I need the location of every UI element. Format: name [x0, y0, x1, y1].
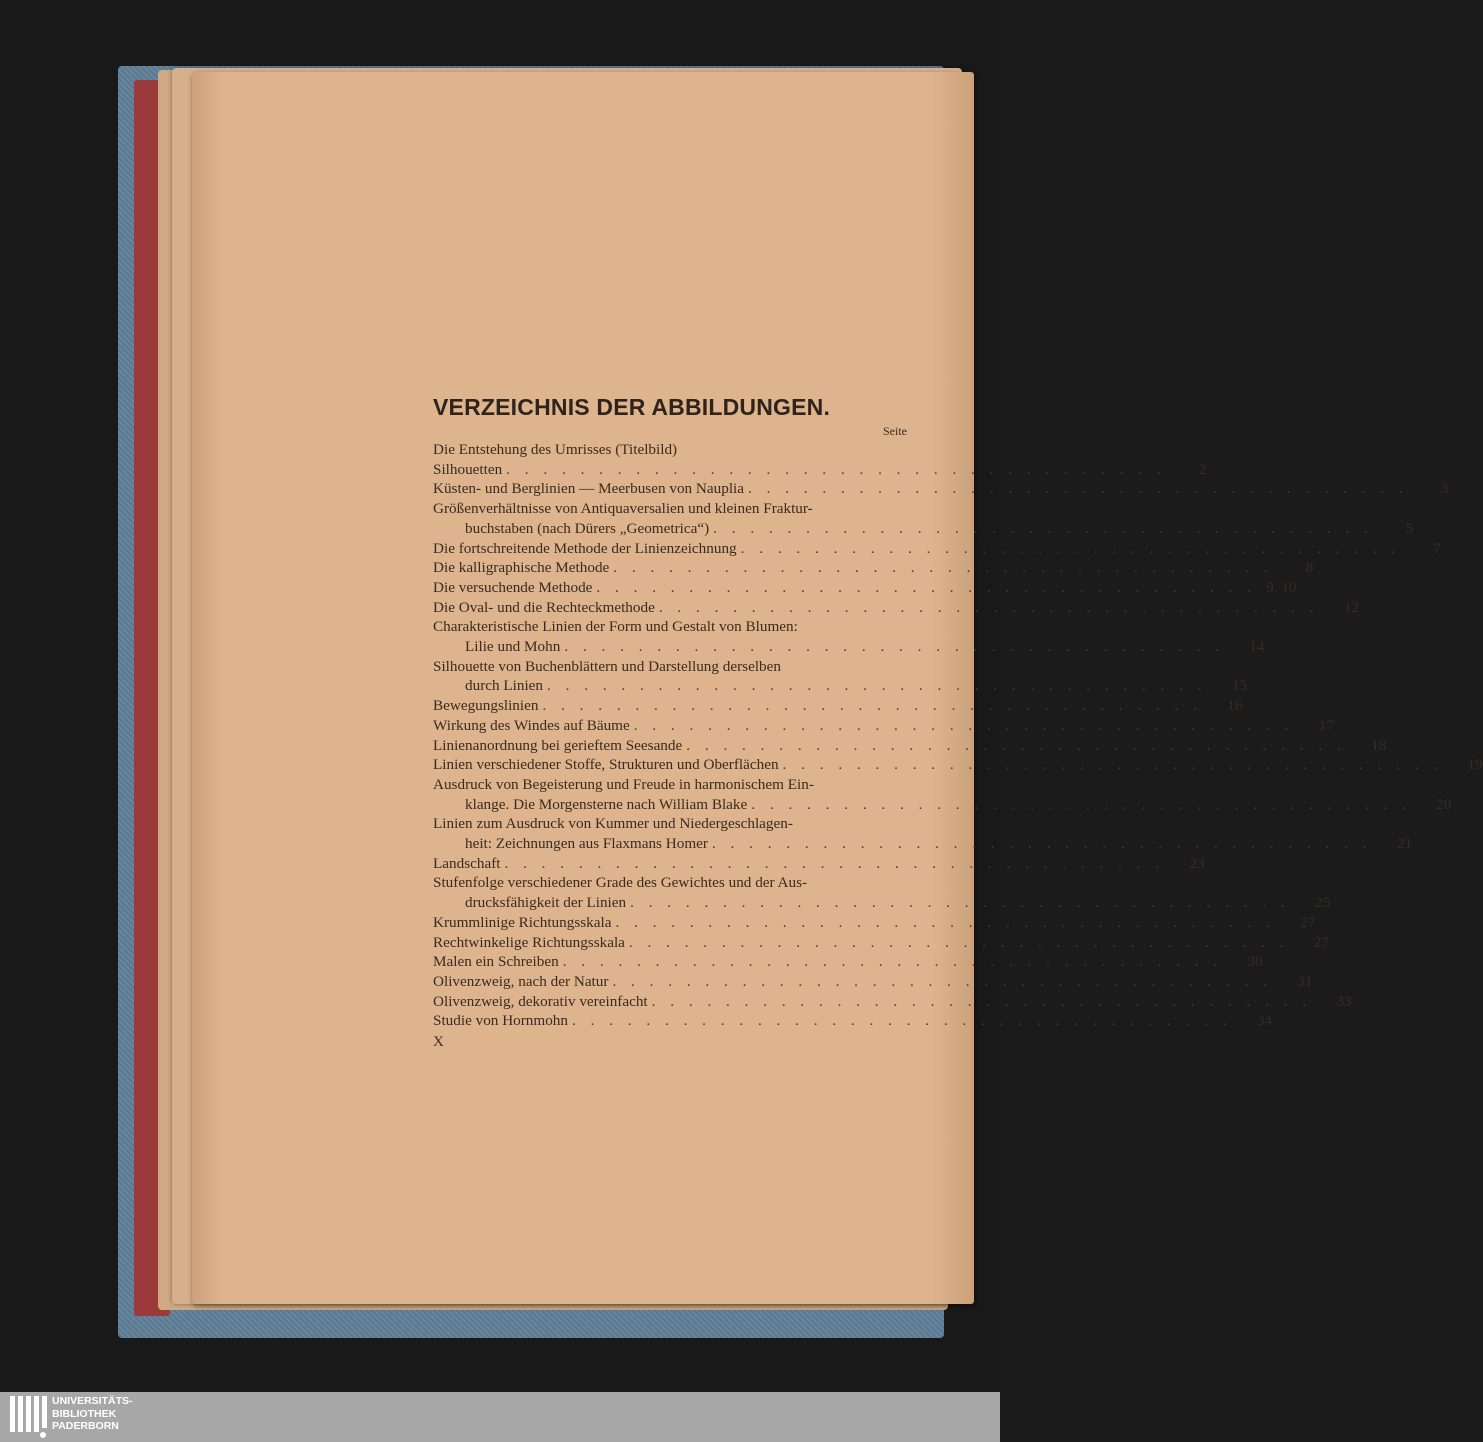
figure-page-number: 7: [1433, 539, 1441, 557]
dot-leader: . . . . . . . . . . . . . . . . . . . . . . . . . . . . . . . . . . . .: [615, 913, 1276, 931]
list-item: [433, 440, 907, 460]
list-item: [433, 972, 1313, 992]
figure-title: Malen ein Schreiben: [433, 953, 559, 971]
figure-title: Charakteristische Linien der Form und Gestalt von Blumen:: [433, 618, 798, 636]
list-item: [433, 775, 1452, 814]
figure-page-number: 19: [1467, 756, 1483, 774]
list-item: [433, 873, 1331, 912]
figure-page-number: 9, 10: [1266, 578, 1297, 596]
figure-title: Größenverhältnisse von Antiquaversalien und kleinen Fraktur-: [433, 500, 813, 518]
figure-page-number: 25: [1315, 894, 1331, 912]
list-item-line: [433, 479, 1449, 499]
list-item: [433, 499, 1414, 538]
dot-leader: . . . . . . . . . . . . . . . . . . . . . . . . . . . . . . . . . . . .: [713, 519, 1374, 537]
list-item: [433, 736, 1387, 756]
list-item-line: [433, 558, 1314, 578]
list-item-line: [433, 657, 907, 677]
list-item-line: [433, 893, 1331, 913]
list-item-line: [433, 578, 1297, 598]
list-item: [433, 598, 1359, 618]
list-item-line: [433, 1011, 1273, 1031]
list-item: [433, 578, 1297, 598]
list-item-line: [433, 913, 1316, 933]
list-item-line: [433, 539, 1441, 559]
dot-leader: . . . . . . . . . . . . . . . . . . . . . . . . . . . . . . . . . . . .: [711, 835, 1373, 853]
figure-title: heit: Zeichnungen aus Flaxmans Homer: [465, 835, 708, 853]
table-of-figures: [433, 392, 1483, 1031]
dot-leader: . . . . . . . . . . . . . . . . . . . . . . . . . . . . . . . . . . . .: [547, 677, 1208, 695]
page-number: X: [433, 1034, 444, 1050]
figure-page-number: 21: [1396, 835, 1413, 853]
figure-title: Die Oval- und die Rechteckmethode: [433, 598, 655, 616]
list-item: [433, 539, 1441, 559]
figure-title: Silhouetten: [433, 460, 503, 478]
dot-leader: . . . . . . . . . . . . . . . . . . . . . . . . . . . . . . . . . . . .: [686, 736, 1347, 754]
figure-title: Wirkung des Windes auf Bäume: [433, 716, 630, 734]
library-footer: [0, 1392, 1000, 1442]
library-name-line: PADERBORN: [52, 1420, 119, 1432]
dot-leader: . . . . . . . . . . . . . . . . . . . . . . . . . . . . . . . . . . . .: [651, 992, 1312, 1010]
figure-title: Rechtwinkelige Richtungsskala: [433, 933, 625, 951]
list-item-line: [433, 676, 1248, 696]
figure-title: Bewegungslinien: [433, 697, 539, 715]
list-item: [433, 913, 1316, 933]
list-item-line: [433, 952, 1263, 972]
list-item-line: [433, 440, 907, 460]
dot-leader: . . . . . . . . . . . . . . . . . . . . . . . . . . . . . . . . . . . .: [562, 953, 1223, 971]
figure-page-number: 27: [1313, 933, 1329, 951]
list-item: [433, 814, 1413, 853]
list-item-line: [433, 933, 1329, 953]
list-item-line: [433, 775, 907, 795]
library-bars-icon: [10, 1394, 46, 1440]
list-item-line: [433, 736, 1387, 756]
figure-title: Linien verschiedener Stoffe, Strukturen und Oberflächen: [433, 756, 779, 774]
figure-page-number: 27: [1300, 913, 1316, 931]
figure-title: Die fortschreitende Methode der Linienzeichnung: [433, 539, 737, 557]
dot-leader: . . . . . . . . . . . . . . . . . . . . . . . . . . . . . . . . . . . .: [748, 480, 1409, 498]
list-item-line: [433, 834, 1413, 854]
figure-page-number: 14: [1249, 638, 1265, 656]
figure-list: [433, 440, 1483, 1031]
list-item-line: [433, 755, 1483, 775]
list-item-line: [433, 814, 907, 834]
list-item: [433, 617, 1265, 656]
list-item: [433, 952, 1263, 972]
figure-title: Ausdruck von Begeisterung und Freude in harmonischem Ein-: [433, 775, 814, 793]
figure-title: klange. Die Morgensterne nach William Blake: [465, 795, 748, 813]
list-item: [433, 696, 1243, 716]
figure-title: Stufenfolge verschiedener Grade des Gewichtes und der Aus-: [433, 874, 808, 892]
dot-leader: . . . . . . . . . . . . . . . . . . . . . . . . . . . . . . . . . . . .: [506, 460, 1167, 478]
dot-leader: . . . . . . . . . . . . . . . . . . . . . . . . . . . . . . . . . . . .: [628, 933, 1289, 951]
figure-title: Linienanordnung bei gerieftem Seesande: [433, 736, 683, 754]
list-item: [433, 933, 1329, 953]
list-item-line: [433, 617, 907, 637]
page-title: VERZEICHNIS DER ABBILDUNGEN.: [433, 394, 831, 420]
figure-title: Studie von Hornmohn: [433, 1012, 568, 1030]
figure-page-number: 20: [1436, 795, 1452, 813]
library-name-line: BIBLIOTHEK: [52, 1407, 117, 1420]
dot-leader: . . . . . . . . . . . . . . . . . . . . . . . . . . . . . . . . . . . .: [504, 854, 1165, 872]
list-item-line: [433, 873, 907, 893]
figure-title: Olivenzweig, dekorativ vereinfacht: [433, 992, 648, 1010]
figure-page-number: 34: [1256, 1012, 1273, 1030]
list-item-line: [433, 716, 1334, 736]
figure-title: Silhouette von Buchenblättern und Darstellung derselben: [433, 657, 781, 675]
figure-title: Linien zum Ausdruck von Kummer und Niedergeschlagen-: [433, 815, 793, 833]
figure-page-number: 33: [1336, 992, 1352, 1010]
figure-page-number: 17: [1318, 716, 1334, 734]
dot-leader: . . . . . . . . . . . . . . . . . . . . . . . . . . . . . . . . . . . .: [612, 972, 1273, 990]
list-item-line: [433, 598, 1359, 618]
figure-title: Krummlinige Richtungsskala: [433, 913, 612, 931]
figure-title: durch Linien: [465, 677, 544, 695]
figure-title: drucksfähigkeit der Linien: [465, 894, 627, 912]
dot-leader: . . . . . . . . . . . . . . . . . . . . . . . . . . . . . . . . . . . .: [740, 539, 1401, 557]
figure-page-number: 2: [1198, 460, 1207, 478]
figure-title: Die versuchende Methode: [433, 578, 593, 596]
dot-leader: . . . . . . . . . . . . . . . . . . . . . . . . . . . . . . . . . . . .: [613, 559, 1274, 577]
figure-page-number: 5: [1405, 519, 1414, 537]
dot-leader: . . . . . . . . . . . . . . . . . . . . . . . . . . . . . . . . . . . .: [658, 598, 1319, 616]
list-item: [433, 716, 1334, 736]
list-item-line: [433, 637, 1265, 657]
figure-page-number: 18: [1371, 736, 1387, 754]
dot-leader: . . . . . . . . . . . . . . . . . . . . . . . . . . . . . . . . . . . .: [596, 578, 1257, 596]
library-name: [52, 1395, 133, 1433]
list-item: [433, 558, 1314, 578]
dot-leader: . . . . . . . . . . . . . . . . . . . . . . . . . . . . . . . . . . . .: [751, 795, 1412, 813]
figure-title: Olivenzweig, nach der Natur: [433, 972, 609, 990]
dot-leader: . . . . . . . . . . . . . . . . . . . . . . . . . . . . . . . . . . . .: [564, 638, 1225, 656]
figure-page-number: 12: [1343, 598, 1359, 616]
list-item-line: [433, 992, 1352, 1012]
figure-title: buchstaben (nach Dürers „Geometrica“): [465, 519, 710, 537]
list-item-line: [433, 460, 1207, 480]
figure-title: Lilie und Mohn: [465, 638, 561, 656]
list-item: [433, 657, 1248, 696]
list-item: [433, 460, 1207, 480]
library-name-line: UNIVERSITÄTS-: [52, 1395, 133, 1407]
dot-leader: . . . . . . . . . . . . . . . . . . . . . . . . . . . . . . . . . . . .: [633, 716, 1294, 734]
dot-leader: . . . . . . . . . . . . . . . . . . . . . . . . . . . . . . . . . . . .: [630, 894, 1291, 912]
figure-page-number: 16: [1227, 697, 1243, 715]
figure-page-number: 15: [1231, 677, 1248, 695]
list-item: [433, 992, 1352, 1012]
list-item-line: [433, 519, 1414, 539]
list-item-line: [433, 854, 1205, 874]
figure-page-number: 23: [1189, 854, 1205, 872]
page-column-header: Seite: [883, 424, 907, 438]
list-item-line: [433, 499, 907, 519]
figure-title: Die Entstehung des Umrisses (Titelbild): [433, 441, 678, 458]
list-item-line: [433, 972, 1313, 992]
list-item-line: [433, 696, 1243, 716]
dot-leader: . . . . . . . . . . . . . . . . . . . . . . . . . . . . . . . . . . . .: [542, 697, 1203, 715]
list-item: [433, 854, 1205, 874]
list-item-line: [433, 795, 1452, 815]
figure-title: Die kalligraphische Methode: [433, 559, 610, 577]
list-item: [433, 479, 1449, 499]
figure-page-number: 31: [1297, 972, 1313, 990]
figure-page-number: 3: [1440, 480, 1449, 498]
dot-leader: . . . . . . . . . . . . . . . . . . . . . . . . . . . . . . . . . . . .: [572, 1012, 1233, 1030]
figure-page-number: 30: [1247, 953, 1263, 971]
dot-leader: . . . . . . . . . . . . . . . . . . . . . . . . . . . . . . . . . . . .: [782, 756, 1443, 774]
figure-title: Landschaft: [433, 854, 501, 872]
figure-page-number: 8: [1305, 559, 1314, 577]
list-item: [433, 755, 1483, 775]
figure-title: Küsten- und Berglinien — Meerbusen von Nauplia: [433, 480, 745, 498]
list-item: [433, 1011, 1273, 1031]
